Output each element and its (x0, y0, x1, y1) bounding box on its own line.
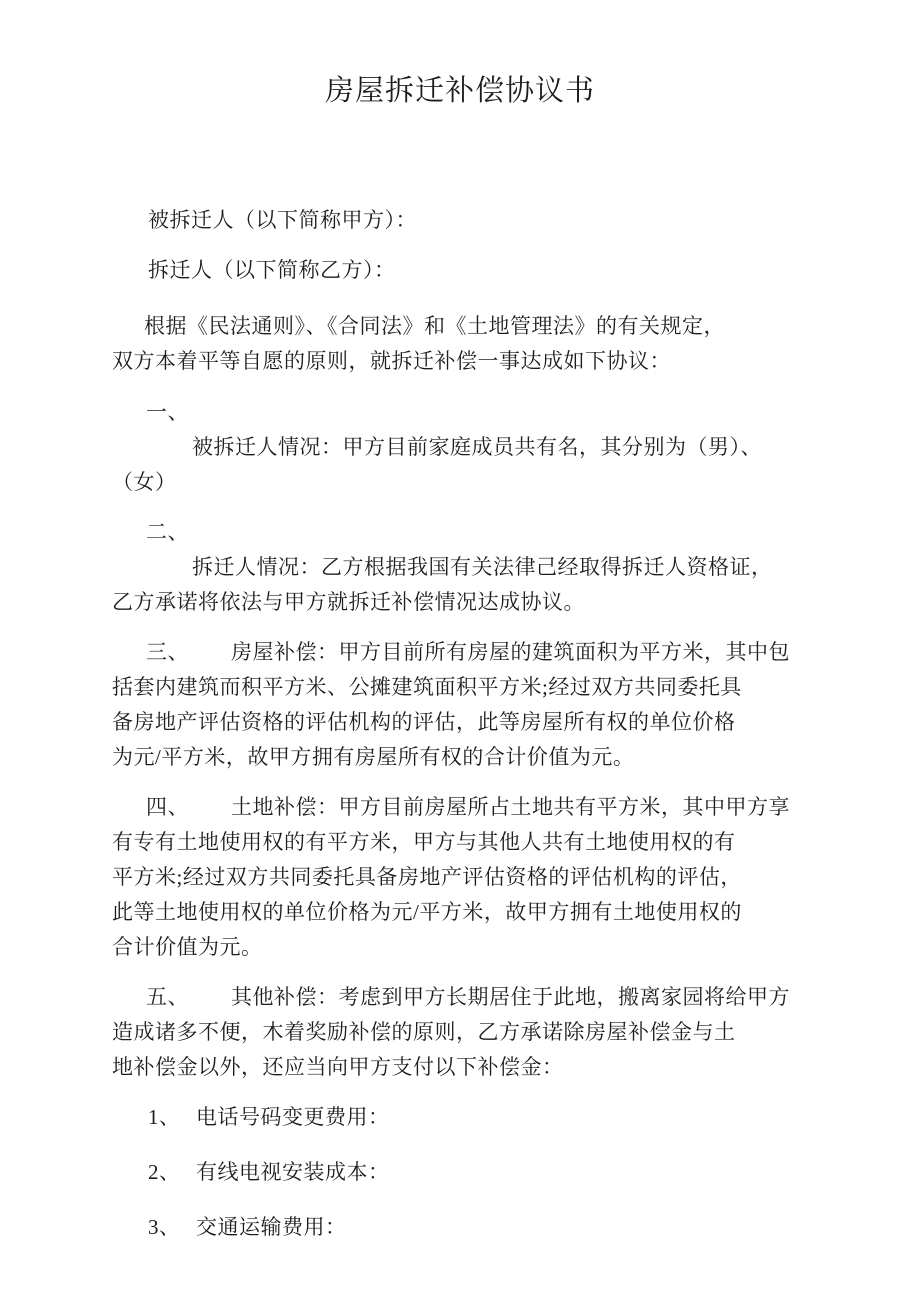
line-text: 被拆迁人（以下简称甲方）： (148, 208, 417, 232)
line-text: 一、 (146, 400, 189, 424)
line-text: 被拆迁人情况：甲方目前家庭成员共有名，其分别为（男）、 (192, 435, 762, 459)
document-line (112, 1019, 736, 1046)
line-text: （女） (112, 470, 177, 494)
line-text: 双方本着平等自愿的原则，就拆迁补偿一事达成如下协议： (112, 349, 671, 373)
line-text: 平方米;经过双方共同委托具备房地产评估资格的评估机构的评估， (112, 865, 742, 889)
document-line (146, 794, 790, 821)
line-text: 有专有土地使用权的有平方米，甲方与其他人共有土地使用权的有 (112, 830, 736, 854)
document-line (112, 469, 177, 496)
line-text: 电话号码变更费用： (196, 1105, 390, 1129)
line-text: 乙方承诺将依法与甲方就拆迁补偿情况达成协议。 (112, 590, 585, 614)
list-marker: 五、 (146, 985, 189, 1009)
document-line (112, 709, 736, 736)
document-line (148, 1104, 390, 1131)
line-text: 拆迁人（以下简称乙方）： (148, 258, 396, 282)
line-text: 此等土地使用权的单位价格为元/平方米，故甲方拥有土地使用权的 (112, 900, 742, 924)
page-title: 房屋拆迁补偿协议书 (324, 75, 595, 107)
document-line (146, 639, 790, 666)
line-text: 为元/平方米，故甲方拥有房屋所有权的合计价值为元。 (112, 745, 635, 769)
document-line (112, 934, 263, 961)
document-line (148, 1214, 347, 1241)
line-text: 交通运输费用： (196, 1215, 347, 1239)
document-line (112, 864, 742, 891)
document-line (144, 313, 725, 340)
document-line (112, 674, 742, 701)
document-line (112, 348, 671, 375)
line-text: 其他补偿：考虑到甲方长期居住于此地，搬离家园将给甲方 (231, 985, 790, 1009)
document-line (146, 519, 189, 546)
line-text: 造成诸多不便，木着奖励补偿的原则，乙方承诺除房屋补偿金与土 (112, 1020, 736, 1044)
document-line (112, 1054, 564, 1081)
line-text: 合计价值为元。 (112, 935, 263, 959)
list-marker: 3、 (148, 1215, 181, 1239)
list-marker: 四、 (146, 795, 189, 819)
line-text: 土地补偿：甲方目前房屋所占土地共有平方米，其中甲方享 (231, 795, 790, 819)
list-marker: 三、 (146, 640, 189, 664)
list-marker: 2、 (148, 1160, 181, 1184)
line-text: 括套内建筑而积平方米、公摊建筑面积平方米;经过双方共同委托具 (112, 675, 742, 699)
line-text: 备房地产评估资格的评估机构的评估，此等房屋所有权的单位价格 (112, 710, 736, 734)
line-text: 有线电视安装成本： (196, 1160, 390, 1184)
document-line (112, 589, 585, 616)
line-text: 二、 (146, 520, 189, 544)
list-marker: 1、 (148, 1105, 181, 1129)
document-line (146, 984, 790, 1011)
line-text: 房屋补偿：甲方目前所有房屋的建筑面积为平方米，其中包 (231, 640, 790, 664)
document-line (112, 829, 736, 856)
document-line (112, 899, 742, 926)
line-text: 地补偿金以外，还应当向甲方支付以下补偿金： (112, 1055, 564, 1079)
line-text: 拆迁人情况：乙方根据我国有关法律己经取得拆迁人资格证， (192, 555, 773, 579)
line-text: 根据《民法通则》、《合同法》和《土地管理法》的有关规定， (144, 314, 725, 338)
document-line (192, 554, 773, 581)
document-line (112, 744, 634, 771)
document-line (148, 1159, 390, 1186)
document-line (146, 399, 189, 426)
document-line (192, 434, 762, 461)
document-line (148, 207, 417, 234)
document-line (148, 257, 396, 284)
